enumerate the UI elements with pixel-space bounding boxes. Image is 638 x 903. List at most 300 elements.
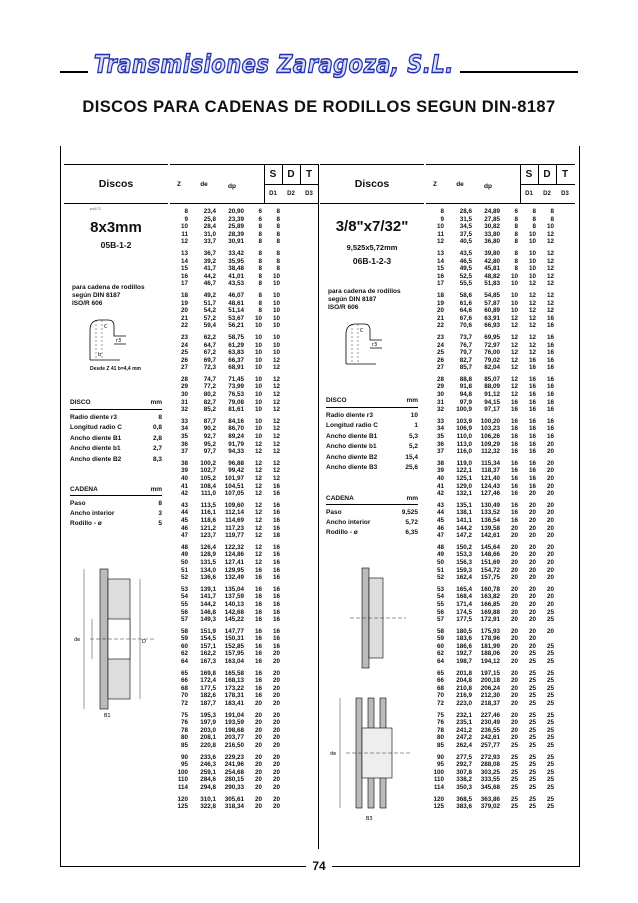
table-cell: 149,3 xyxy=(200,616,216,624)
table-cell: 277,5 xyxy=(456,753,472,761)
table-cell: 12 xyxy=(272,433,280,441)
table-cell: 10 xyxy=(254,341,262,349)
table-cell: 20 xyxy=(528,551,536,559)
table-cell: 20 xyxy=(528,566,536,574)
table-cell: 72 xyxy=(180,700,188,708)
table-cell: 20 xyxy=(510,600,518,608)
table-cell: 12 xyxy=(254,543,262,551)
table-cell: 139,1 xyxy=(200,585,216,593)
table-cell: 110 xyxy=(177,776,188,784)
table-cell: 21 xyxy=(180,314,188,322)
table-row xyxy=(426,349,575,357)
table-row xyxy=(170,685,319,693)
table-cell: 20 xyxy=(546,509,554,517)
table-cell: 12 xyxy=(510,341,518,349)
table-cell: 8 xyxy=(276,208,280,215)
table-cell: 8 xyxy=(532,215,536,223)
table-cell: 20 xyxy=(272,684,280,692)
table-cell: 25 xyxy=(510,776,518,784)
table-cell: 16 xyxy=(180,272,188,280)
table-cell: 16 xyxy=(254,608,262,616)
svg-text:de: de xyxy=(330,750,337,757)
table-cell: 8 xyxy=(514,215,518,223)
table-cell: 12 xyxy=(528,333,536,341)
table-cell: 272,93 xyxy=(480,753,500,761)
table-row xyxy=(170,475,319,483)
table-cell xyxy=(280,525,298,533)
table-cell: 12 xyxy=(546,238,554,246)
table-cell: 38 xyxy=(436,459,444,467)
svg-text:r3: r3 xyxy=(116,338,122,344)
spec-row: Radio diente r3 10 xyxy=(326,411,418,419)
table-row xyxy=(426,742,575,750)
table-cell: 34,5 xyxy=(459,223,472,231)
table-cell: 110,0 xyxy=(456,433,472,441)
table-cell: 131,5 xyxy=(200,558,216,566)
table-cell: 141,7 xyxy=(200,593,216,601)
table-cell: 20 xyxy=(254,700,262,708)
table-cell: 16 xyxy=(528,440,536,448)
table-cell: 12 xyxy=(254,532,262,540)
table-row xyxy=(170,258,319,266)
table-row xyxy=(426,658,575,666)
table-cell: 8 xyxy=(276,249,280,257)
table-cell: 42 xyxy=(180,490,188,498)
table-cell: 163,04 xyxy=(224,658,244,666)
table-cell: 75 xyxy=(436,711,444,719)
table-row xyxy=(170,483,319,491)
table-cell: 66,37 xyxy=(228,356,244,364)
row-group xyxy=(426,334,575,372)
table-cell: 20 xyxy=(254,719,262,727)
table-cell: 12 xyxy=(528,307,536,315)
table-row xyxy=(426,425,575,433)
table-cell: 229,23 xyxy=(224,753,244,761)
row-group xyxy=(426,376,575,414)
row-group xyxy=(170,418,319,456)
table-cell: 16 xyxy=(546,333,554,341)
table-cell: 25 xyxy=(546,742,554,749)
table-cell: 20 xyxy=(546,566,554,574)
table-cell: 20 xyxy=(510,635,518,643)
table-cell: 168,13 xyxy=(224,677,244,685)
table-cell: 12 xyxy=(546,249,554,257)
table-row xyxy=(170,490,319,498)
table-cell: 12 xyxy=(510,349,518,357)
table-cell: 193,59 xyxy=(224,719,244,727)
table-cell: 307,8 xyxy=(456,768,472,776)
table-cell: 109,60 xyxy=(224,501,244,509)
table-cell: 33,7 xyxy=(203,238,216,246)
table-cell: 16 xyxy=(272,627,280,635)
table-cell: 136,6 xyxy=(200,574,216,582)
table-cell: 192,7 xyxy=(456,650,472,658)
table-row xyxy=(426,712,575,720)
table-cell: 69,95 xyxy=(484,333,500,341)
table-cell: 16 xyxy=(510,406,518,414)
table-cell: 16 xyxy=(510,501,518,509)
table-cell: 20 xyxy=(546,448,554,456)
table-cell: 16 xyxy=(272,585,280,593)
table-cell xyxy=(280,383,298,391)
table-cell: 25 xyxy=(546,711,554,719)
table-cell: 12 xyxy=(546,265,554,273)
table-cell: 20 xyxy=(510,692,518,700)
table-cell: 183,6 xyxy=(456,635,472,643)
table-cell: 79,7 xyxy=(459,349,472,357)
table-cell: 16 xyxy=(272,635,280,643)
table-cell: 60 xyxy=(180,642,188,650)
table-cell: 20 xyxy=(254,803,262,811)
table-row xyxy=(426,342,575,350)
table-cell: 105,2 xyxy=(200,475,216,482)
table-row xyxy=(426,334,575,342)
table-header: Z de dp S D T D1 D2 D3 xyxy=(426,164,575,204)
table-cell: 12 xyxy=(254,501,262,509)
table-row xyxy=(426,567,575,575)
table-cell: 20 xyxy=(510,585,518,593)
table-row xyxy=(426,490,575,498)
table-cell xyxy=(280,483,298,491)
table-row xyxy=(426,796,575,804)
table-cell: 30,91 xyxy=(228,238,244,246)
table-cell: 51,14 xyxy=(228,307,244,315)
table-cell: 43 xyxy=(436,501,444,509)
table-cell xyxy=(280,601,298,609)
table-row xyxy=(170,712,319,720)
table-cell xyxy=(280,574,298,582)
table-cell: 20 xyxy=(510,532,518,540)
table-cell: 133,52 xyxy=(480,509,500,517)
table-cell: 20 xyxy=(272,700,280,708)
table-cell: 12 xyxy=(254,467,262,475)
table-cell: 12 xyxy=(254,524,262,532)
table-cell: 8 xyxy=(258,307,262,315)
table-cell: 20 xyxy=(272,734,280,742)
table-cell: 20 xyxy=(272,753,280,761)
table-cell: 10 xyxy=(546,223,554,231)
table-cell: 142,61 xyxy=(480,532,500,540)
table-cell: 203,77 xyxy=(224,734,244,742)
table-row xyxy=(170,364,319,372)
table-cell: 90,2 xyxy=(203,425,216,433)
table-cell xyxy=(280,544,298,552)
table-cell: 20,90 xyxy=(228,208,244,215)
table-cell: 55,5 xyxy=(459,280,472,288)
table-cell: 12 xyxy=(254,516,262,524)
svg-text:D: D xyxy=(142,639,146,645)
table-cell: 16 xyxy=(528,459,536,467)
row-group xyxy=(170,712,319,750)
table-cell: 16 xyxy=(272,593,280,601)
table-row xyxy=(426,223,575,231)
table-cell: 25 xyxy=(528,692,536,700)
table-cell: 12 xyxy=(272,440,280,448)
ref-code: pv672 xyxy=(90,206,101,211)
table-cell: 16 xyxy=(546,406,554,414)
table-cell: 132,1 xyxy=(456,490,472,498)
table-cell: 288,08 xyxy=(480,761,500,769)
table-cell: 363,86 xyxy=(480,795,500,803)
table-cell: 76,7 xyxy=(459,341,472,349)
table-row xyxy=(426,406,575,414)
table-cell: 8 xyxy=(258,230,262,238)
table-cell: 198,68 xyxy=(224,726,244,734)
table-cell: 33,80 xyxy=(484,230,500,238)
row-group xyxy=(426,628,575,666)
table-cell: 157,95 xyxy=(224,650,244,658)
table-cell: 58 xyxy=(436,627,444,635)
table-cell: 12 xyxy=(546,299,554,307)
table-cell: 8 xyxy=(550,215,554,223)
table-cell: 10 xyxy=(254,391,262,399)
table-cell: 55 xyxy=(180,600,188,608)
row-group xyxy=(170,628,319,666)
table-cell xyxy=(280,658,298,666)
table-cell: 10 xyxy=(254,398,262,406)
table-cell: 70 xyxy=(436,692,444,700)
table-row xyxy=(170,334,319,342)
table-row xyxy=(170,280,319,288)
table-cell: 64 xyxy=(180,658,188,666)
table-cell: 10 xyxy=(254,322,262,330)
table-cell: 101,97 xyxy=(224,475,244,482)
table-row xyxy=(426,719,575,727)
table-cell: 25 xyxy=(528,711,536,719)
table-cell: 20 xyxy=(510,524,518,532)
table-cell xyxy=(280,586,298,594)
row-group xyxy=(426,670,575,708)
table-cell: 16 xyxy=(272,574,280,582)
table-cell: 20 xyxy=(510,558,518,566)
table-cell: 201,8 xyxy=(456,669,472,677)
table-row xyxy=(426,635,575,643)
table-cell: 210,8 xyxy=(456,684,472,692)
table-row xyxy=(426,364,575,372)
table-cell: 52,5 xyxy=(459,272,472,280)
table-cell: 59 xyxy=(436,635,444,643)
table-cell: 16 xyxy=(528,375,536,383)
table-cell: 113,5 xyxy=(200,501,216,509)
table-cell: 16 xyxy=(254,642,262,650)
table-cell: 16 xyxy=(272,566,280,574)
table-cell: 29 xyxy=(180,383,188,391)
table-cell: 159,3 xyxy=(456,566,472,574)
table-cell: 49 xyxy=(436,551,444,559)
table-row xyxy=(170,544,319,552)
table-cell: 20 xyxy=(436,307,444,315)
table-cell: 16 xyxy=(254,692,262,700)
table-cell: 20 xyxy=(510,700,518,708)
table-cell: 128,9 xyxy=(200,551,216,559)
table-cell: 12 xyxy=(272,448,280,456)
table-row xyxy=(170,441,319,449)
table-cell: 25 xyxy=(510,753,518,761)
table-cell xyxy=(280,509,298,517)
row-group xyxy=(426,586,575,624)
table-cell: 230,49 xyxy=(480,719,500,727)
table-row xyxy=(426,307,575,315)
table-cell: 63,91 xyxy=(484,314,500,322)
table-cell: 12 xyxy=(546,280,554,288)
table-cell: 107,05 xyxy=(224,490,244,498)
table-cell: 47 xyxy=(436,532,444,540)
table-cell: 10 xyxy=(528,272,536,280)
table-cell xyxy=(280,803,298,811)
table-cell: 16 xyxy=(254,650,262,658)
table-cell: 177,5 xyxy=(456,616,472,624)
table-cell: 75 xyxy=(180,711,188,719)
table-cell: 233,6 xyxy=(200,753,216,761)
table-cell: 20 xyxy=(528,524,536,532)
table-cell: 16 xyxy=(254,566,262,574)
table-cell: 152,85 xyxy=(224,642,244,650)
right-info xyxy=(320,164,424,849)
table-row xyxy=(170,467,319,475)
table-cell: 203,0 xyxy=(200,726,216,734)
table-cell: 8 xyxy=(276,223,280,231)
table-cell: 20 xyxy=(254,742,262,749)
table-cell xyxy=(280,700,298,708)
table-cell: 197,9 xyxy=(200,719,216,727)
right-table xyxy=(426,164,575,811)
table-cell: 144,2 xyxy=(456,524,472,532)
table-cell: 16 xyxy=(546,398,554,406)
table-cell: 160,78 xyxy=(480,585,500,593)
table-cell: 14 xyxy=(180,257,188,265)
table-cell: 108,4 xyxy=(200,482,216,490)
table-cell: 20 xyxy=(546,627,554,635)
spec-row: Radio diente r3 8 xyxy=(70,413,162,421)
table-cell: 70,6 xyxy=(459,322,472,330)
table-cell: 25 xyxy=(528,768,536,776)
table-cell: 10 xyxy=(528,257,536,265)
table-cell: 125,1 xyxy=(456,475,472,482)
table-cell: 20 xyxy=(272,803,280,811)
application-note: para cadena de rodillos según DIN 8187 ISO/R 606 xyxy=(328,288,401,311)
table-cell xyxy=(280,208,298,216)
table-cell: 16 xyxy=(546,391,554,399)
table-cell: 35 xyxy=(436,433,444,441)
table-cell: 186,6 xyxy=(456,642,472,650)
table-cell: 23,4 xyxy=(203,208,216,215)
sprocket-cross-section-diagram xyxy=(70,549,164,719)
spec-row: Rodillo - ø 5 xyxy=(70,520,162,527)
size-note: Desde Z 41 b=4,4 mm xyxy=(90,366,141,372)
table-cell: 197,15 xyxy=(480,669,500,677)
table-row xyxy=(170,574,319,582)
table-cell: 42 xyxy=(436,490,444,498)
table-cell: 10 xyxy=(272,280,280,288)
chain-size: 3/8"x7/32" xyxy=(335,218,409,235)
table-row xyxy=(426,628,575,636)
table-cell: 71,45 xyxy=(228,375,244,383)
table-cell: 43,53 xyxy=(228,280,244,288)
table-cell: 20 xyxy=(528,600,536,608)
table-cell: 138,1 xyxy=(456,509,472,517)
table-cell: 241,96 xyxy=(224,761,244,769)
table-cell: 63,83 xyxy=(228,349,244,357)
table-cell: 37 xyxy=(180,448,188,456)
table-cell: 194,12 xyxy=(480,658,500,666)
table-cell xyxy=(280,692,298,700)
table-cell: 12 xyxy=(510,322,518,330)
table-cell: 53 xyxy=(436,585,444,593)
row-group xyxy=(170,208,319,246)
table-cell: 178,96 xyxy=(480,635,500,643)
table-cell: 25 xyxy=(510,783,518,791)
table-row xyxy=(170,376,319,384)
table-cell: 16 xyxy=(510,509,518,517)
table-cell: 11 xyxy=(181,230,188,238)
table-cell: 12 xyxy=(254,490,262,498)
table-cell: 16 xyxy=(528,356,536,364)
table-cell: 10 xyxy=(254,349,262,357)
table-cell: 16 xyxy=(436,272,444,280)
table-cell: 79,02 xyxy=(484,356,500,364)
table-cell: 148,66 xyxy=(480,551,500,559)
table-cell: 16 xyxy=(272,608,280,616)
table-row xyxy=(170,460,319,468)
table-cell: 36,7 xyxy=(203,249,216,257)
table-cell: 10 xyxy=(528,238,536,246)
table-cell: 10 xyxy=(254,425,262,433)
table-cell: 8 xyxy=(550,208,554,215)
table-cell: 163,82 xyxy=(480,593,500,601)
table-cell: 20 xyxy=(546,543,554,551)
table-cell: 50 xyxy=(180,558,188,566)
table-cell: 20 xyxy=(254,761,262,769)
table-row xyxy=(426,616,575,624)
table-cell: 20 xyxy=(528,616,536,624)
table-cell: 8 xyxy=(276,215,280,223)
table-cell: 25 xyxy=(546,616,554,624)
table-cell: 35 xyxy=(180,433,188,441)
table-cell: 12 xyxy=(510,333,518,341)
table-cell: 187,7 xyxy=(200,700,216,708)
table-cell: 8 xyxy=(276,230,280,238)
table-cell: 56,21 xyxy=(228,322,244,330)
table-row xyxy=(170,509,319,517)
table-cell: 64,6 xyxy=(459,307,472,315)
table-cell: 135,04 xyxy=(224,585,244,593)
table-cell: 120 xyxy=(433,795,444,803)
table-cell: 156,3 xyxy=(456,558,472,566)
table-cell: 16 xyxy=(510,417,518,425)
table-cell: 167,3 xyxy=(200,658,216,666)
spec-row: Ancho diente B2 8,3 xyxy=(70,455,162,463)
table-cell: 16 xyxy=(528,448,536,456)
table-cell: 13 xyxy=(180,249,188,257)
table-cell: 90 xyxy=(180,753,188,761)
table-row xyxy=(426,700,575,708)
table-row xyxy=(170,776,319,784)
table-cell: 39 xyxy=(436,467,444,475)
table-cell: 20 xyxy=(528,627,536,635)
table-cell: 127,41 xyxy=(224,558,244,566)
table-cell: 20 xyxy=(546,482,554,490)
table-cell xyxy=(280,616,298,624)
table-cell: 20 xyxy=(180,307,188,315)
table-cell: 20 xyxy=(254,734,262,742)
table-cell xyxy=(280,223,298,231)
table-cell: 25 xyxy=(546,768,554,776)
table-cell: 89,24 xyxy=(228,433,244,441)
table-cell: 8 xyxy=(514,249,518,257)
table-row xyxy=(170,593,319,601)
table-cell: 31 xyxy=(180,398,188,406)
table-cell: 16 xyxy=(546,383,554,391)
